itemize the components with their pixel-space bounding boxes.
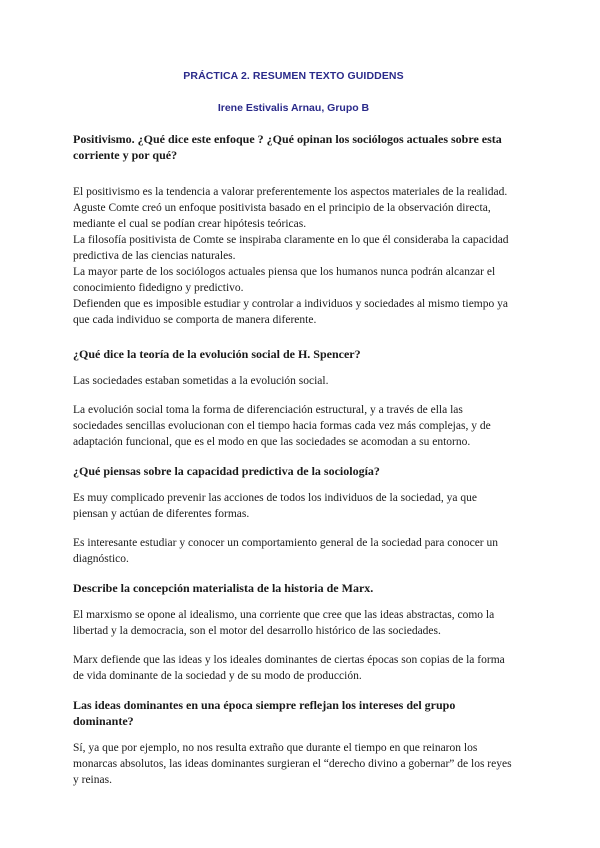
paragraph: Las sociedades estaban sometidas a la evolución social.	[73, 375, 329, 387]
section-heading-capacidad-predictiva: ¿Qué piensas sobre la capacidad predictiva de la sociología?	[73, 464, 380, 478]
paragraph: El positivismo es la tendencia a valorar preferentemente los aspectos materiales de la realidad.	[73, 186, 508, 198]
section-body-positivismo	[73, 184, 514, 328]
paragraph: La mayor parte de los sociólogos actuales piensa que los humanos nunca podrán alcanzar el conocimiento fidedigno y predictivo.	[73, 266, 496, 294]
section-heading-marx: Describe la concepción materialista de la historia de Marx.	[73, 581, 374, 595]
paragraph: Marx defiende que las ideas y los ideales dominantes de ciertas épocas son copias de la forma de vida dominante de la sociedad y de su modo de producción.	[73, 654, 505, 682]
document-title: PRÁCTICA 2. RESUMEN TEXTO GUIDDENS	[183, 70, 404, 82]
section-heading-positivismo: Positivismo. ¿Qué dice este enfoque ? ¿Qué opinan los sociólogos actuales sobre esta corriente y por qué?	[73, 132, 502, 162]
section-heading-spencer: ¿Qué dice la teoría de la evolución social de H. Spencer?	[73, 347, 361, 361]
paragraph: Defienden que es imposible estudiar y controlar a individuos y sociedades al mismo tiempo ya que cada individuo se comporta de manera diferente.	[73, 298, 508, 326]
paragraph: Es muy complicado prevenir las acciones de todos los individuos de la sociedad, ya que piensan y actúan de diferentes formas.	[73, 492, 477, 520]
paragraph: El marxismo se opone al idealismo, una corriente que cree que las ideas abstractas, como la libertad y la democracia, son el motor del desarrollo histórico de las sociedades.	[73, 609, 495, 637]
paragraph: La filosofía positivista de Comte se inspiraba claramente en lo que él consideraba la capacidad predictiva de las ciencias naturales.	[73, 234, 509, 262]
paragraph: La evolución social toma la forma de diferenciación estructural, y a través de ella las sociedades sencillas evolucionan con el tiempo hacia formas cada vez más complejas, y de adaptación funcional, que es el modo en que las sociedades se acomodan a su entorno.	[73, 404, 491, 448]
section-heading-ideas-dominantes: Las ideas dominantes en una época siempre reflejan los intereses del grupo dominante?	[73, 698, 456, 728]
paragraph: Aguste Comte creó un enfoque positivista basado en el principio de la observación directa, mediante el cual se podían crear hipótesis teóricas.	[73, 202, 491, 230]
paragraph: Es interesante estudiar y conocer un comportamiento general de la sociedad para conocer un diagnóstico.	[73, 537, 499, 565]
paragraph: Sí, ya que por ejemplo, no nos resulta extraño que durante el tiempo en que reinaron los monarcas absolutos, las ideas dominantes surgieran el “derecho divino a gobernar” de los reyes y reinas.	[73, 742, 512, 786]
document-author: Irene Estivalis Arnau, Grupo B	[217, 102, 370, 114]
